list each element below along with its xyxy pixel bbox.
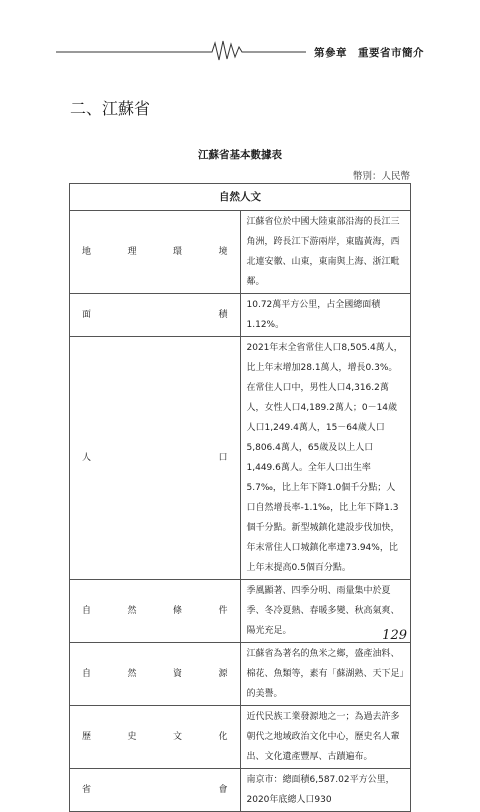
row-label — [70, 211, 241, 294]
table-title: 江蘇省基本數據表 — [198, 149, 282, 161]
row-label — [70, 643, 241, 706]
label-char: 地 — [82, 247, 92, 257]
row-value: 南京市：總面積6,587.02平方公里，2020年底總人口930 — [240, 769, 411, 812]
row-label — [70, 706, 241, 769]
label-char: 境 — [218, 247, 228, 257]
row-label-text — [70, 780, 240, 800]
chapter-header — [56, 38, 424, 64]
table-row — [70, 643, 411, 706]
row-label-text — [70, 727, 240, 747]
label-char: 歷 — [82, 732, 92, 742]
label-char: 積 — [218, 310, 228, 320]
row-label — [70, 769, 241, 812]
label-char: 條 — [172, 606, 182, 616]
row-value: 近代民族工業發源地之一；為過去許多朝代之地域政治文化中心，歷史名人輩出、文化遺產豐厚、古蹟遍布。 — [240, 706, 411, 769]
page-number: 129 — [382, 628, 407, 643]
chapter-title: 第參章 重要省市簡介 — [314, 47, 424, 59]
table-row — [70, 580, 411, 643]
table-row — [70, 294, 411, 337]
label-char: 化 — [218, 732, 228, 742]
row-label — [70, 294, 241, 337]
label-char: 理 — [127, 247, 137, 257]
label-char: 資 — [172, 669, 182, 679]
label-char: 件 — [218, 606, 228, 616]
row-label-text — [70, 448, 240, 468]
section-title: 二、江蘇省 — [70, 99, 151, 118]
table-row — [70, 337, 411, 580]
label-char: 人 — [82, 453, 92, 463]
row-value: 2021年末全省常住人口8,505.4萬人，比上年末增加28.1萬人，增長0.3%。在常住人口中，男性人口4,316.2萬人，女性人口4,189.2萬人；0－14歲人口1,249.4萬人，15－64歲人口5,806.4萬人，65歲及以上人口1,449.6萬人。全年人口出生率5.7‰，比上年下降1.0個千分點；人口自然增長率-1.1‰，比上年下降1.3個千分點。新型城鎮化建設步伐加快，年末常住人口城鎮化率達73.94%，比上年末提高0.5個百分點。 — [240, 337, 411, 580]
row-label-text — [70, 305, 240, 325]
table-row — [70, 211, 411, 294]
label-char: 省 — [82, 785, 92, 795]
label-char: 面 — [82, 310, 92, 320]
row-value: 季風顯著、四季分明、雨量集中於夏季、冬冷夏熱、春暖多變、秋高氣爽、陽光充足。 — [240, 580, 411, 643]
row-label-text — [70, 664, 240, 684]
label-char: 口 — [218, 453, 228, 463]
row-label — [70, 580, 241, 643]
section-header: 自然人文 — [70, 184, 411, 211]
row-value: 江蘇省位於中國大陸東部沿海的長江三角洲，跨長江下游兩岸，東臨黃海，西北連安徽、山東，東南與上海、浙江毗鄰。 — [240, 211, 411, 294]
label-char: 史 — [127, 732, 137, 742]
label-char: 自 — [82, 669, 92, 679]
data-table — [69, 183, 411, 812]
table-row — [70, 769, 411, 812]
row-value: 10.72萬平方公里，占全國總面積1.12%。 — [240, 294, 411, 337]
table-header-row — [70, 184, 411, 211]
row-label-text — [70, 601, 240, 621]
label-char: 環 — [172, 247, 182, 257]
row-label — [70, 337, 241, 580]
currency-note: 幣別：人民幣 — [352, 171, 410, 182]
table-row — [70, 706, 411, 769]
row-label-text — [70, 242, 240, 262]
label-char: 會 — [218, 785, 228, 795]
label-char: 然 — [127, 606, 137, 616]
label-char: 文 — [172, 732, 182, 742]
label-char: 然 — [127, 669, 137, 679]
label-char: 源 — [218, 669, 228, 679]
row-value: 江蘇省為著名的魚米之鄉，盛產油料、棉花、魚類等，素有「蘇湖熟、天下足」的美譽。 — [240, 643, 411, 706]
label-char: 自 — [82, 606, 92, 616]
